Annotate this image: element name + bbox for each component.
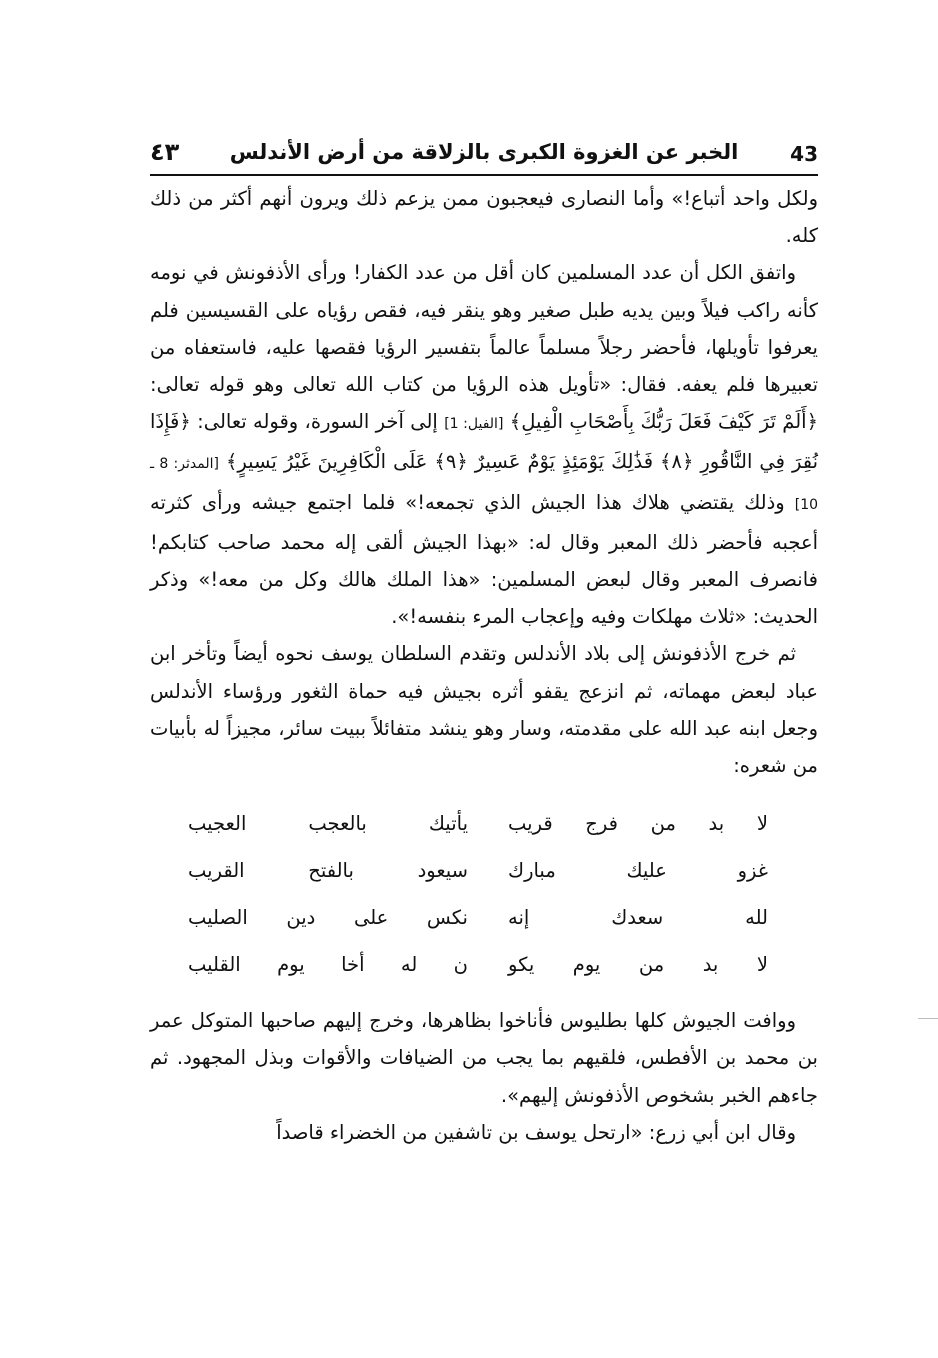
verse-first-hemistich: لا بد من يوم يكو: [508, 953, 768, 977]
verse-first-hemistich: غزو عليك مبارك: [508, 859, 768, 883]
quran-citation-1: [الفيل: 1]: [444, 416, 504, 433]
poem-verse: [150, 894, 818, 941]
paragraph-5: وقال ابن أبي زرع: «ارتحل يوسف بن تاشفين من الخضراء قاصداً: [276, 1120, 796, 1144]
poem-verse: [150, 800, 818, 847]
paragraph-4: ووافت الجيوش كلها بطليوس فأناخوا بظاهرها، وخرج إليهم صاحبها المتوكل عمر بن محمد بن الأفطس، فلقيهم بما يجب من الضيافات والأقوات وبذل المجهود. ثم جاءهم الخبر بشخوص الأذفونش إليهم».: [150, 1009, 818, 1107]
paragraph-2: [150, 254, 818, 635]
verse-second-hemistich: ن له أخا يوم القليب: [188, 953, 468, 977]
verse-second-hemistich: نكس على دين الصليب: [188, 906, 468, 930]
verse-second-hemistich: سيعود بالفتح القريب: [188, 859, 468, 883]
poem-verse: [150, 847, 818, 894]
paragraph-2-part-c: وذلك يقتضي هلاك هذا الجيش الذي تجمعه!» فلما اجتمع جيشه ورأى كثرته أعجبه فأحضر ذلك المعبر وقال له: «بهذا الجيش ألقى إله محمد صاحب كتابكم! فانصرف المعبر وقال لبعض المسلمين: «هذا الملك هالك وكل من معه!» وذكر الحديث: «ثلاث مهلكات وفيه وإعجاب المرء بنفسه!».: [150, 490, 818, 629]
page-number-arabic: ٤٣: [150, 138, 180, 166]
verse-first-hemistich: لله سعدك إنه: [508, 906, 768, 930]
paragraph-2-part-a: واتفق الكل أن عدد المسلمين كان أقل من عدد الكفار! ورأى الأذفونش في نومه كأنه راكب فيلاً وبين يديه طبل صغير وهو ينقر فيه، فقص رؤياه على القسيسين فلم يعرفوا تأويلها، فأحضر رجلاً مسلماً عالماً بتفسير الرؤيا فقصها عليه، فاستعفاه من تعبيرها فلم يعفه. فقال: «تأويل هذه الرؤيا من كتاب الله تعالى وهو قوله تعالى: ﴿أَلَمْ تَرَ كَيْفَ فَعَلَ رَبُّكَ بِأَصْحَابِ الْفِيلِ﴾: [150, 261, 818, 434]
verse-first-hemistich: لا بد من فرج قريب: [508, 812, 768, 836]
running-title: الخبر عن الغزوة الكبرى بالزلاقة من أرض الأندلس: [229, 140, 739, 164]
paragraph-2-part-b: إلى آخر السورة، وقوله تعالى: ﴿فَإِذَا نُقِرَ فِي النَّاقُورِ ﴿٨﴾ فَذَٰلِكَ يَوْمَئِذٍ يَوْمٌ عَسِيرٌ ﴿٩﴾ عَلَى الْكَافِرِينَ غَيْرُ يَسِيرٍ﴾: [150, 410, 818, 474]
scan-edge-mark: [918, 1018, 938, 1019]
running-header: [150, 132, 818, 172]
poem: [150, 800, 818, 988]
header-rule: [150, 174, 818, 176]
page-number-latin: 43: [790, 142, 818, 166]
quran-citation-2: [المدثر: 8 ـ 10]: [150, 456, 819, 513]
paragraph-1: ولكل واحد أتباع!» وأما النصارى فيعجبون ممن يزعم ذلك ويرون أنهم أكثر من ذلك كله.: [150, 187, 818, 248]
page-body: [150, 180, 818, 1151]
poem-verse: [150, 941, 818, 988]
paragraph-3: ثم خرج الأذفونش إلى بلاد الأندلس وتقدم السلطان يوسف نحوه أيضاً وتأخر ابن عباد لبعض مهماته، ثم انزعج يقفو أثره بجيش فيه حماة الثغور ورؤساء الأندلس وجعل ابنه عبد الله على مقدمته، وسار وهو ينشد متفائلاً ببيت سائر، مجيزاً له بأبيات من شعره:: [150, 642, 818, 778]
verse-second-hemistich: يأتيك بالعجب العجيب: [188, 812, 468, 836]
